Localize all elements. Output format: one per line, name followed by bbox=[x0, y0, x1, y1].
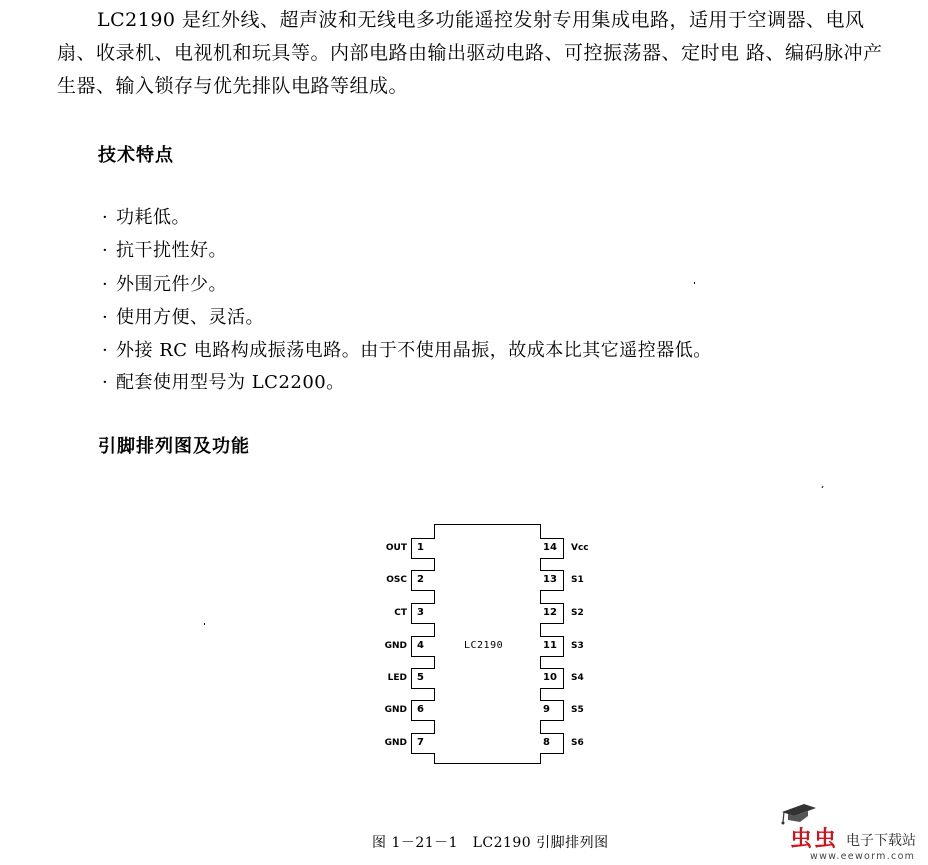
feature-text: 功耗低。 bbox=[116, 207, 190, 228]
ic-chip-name: LC2190 bbox=[464, 640, 504, 651]
bullet-icon: · bbox=[102, 340, 109, 361]
bullet-icon: · bbox=[102, 307, 109, 328]
intro-line-3: 生器、输入锁存与优先排队电路等组成。 bbox=[57, 75, 409, 97]
feature-text: 抗干扰性好。 bbox=[116, 240, 227, 261]
pin-number: 5 bbox=[411, 668, 435, 689]
feature-text: 使用方便、灵活。 bbox=[116, 307, 264, 328]
pin-label: CT bbox=[394, 608, 407, 618]
pin-number: 11 bbox=[540, 636, 564, 657]
feature-text: 外接 RC 电路构成振荡电路。由于不使用晶振，故成本比其它遥控器低。 bbox=[116, 340, 712, 361]
pin-number: 13 bbox=[540, 570, 564, 591]
figure-caption: 图 1－21－1 LC2190 引脚排列图 bbox=[372, 835, 609, 851]
pin-number: 6 bbox=[411, 700, 435, 721]
feature-text: 配套使用型号为 LC2200。 bbox=[116, 372, 345, 393]
watermark-logo bbox=[770, 800, 928, 865]
pin-number: 2 bbox=[411, 570, 435, 591]
pin-label: LED bbox=[387, 673, 407, 683]
bullet-icon: · bbox=[102, 240, 109, 261]
pin-number: 1 bbox=[411, 538, 435, 559]
pin-label: GND bbox=[384, 641, 407, 651]
pin-label: OUT bbox=[385, 543, 407, 553]
pin-label: GND bbox=[384, 705, 407, 715]
pin-label: OSC bbox=[386, 575, 407, 585]
bullet-icon: · bbox=[102, 372, 109, 393]
pin-number: 12 bbox=[540, 603, 564, 624]
watermark-url: www.eeworm.com bbox=[810, 851, 916, 862]
pin-label: Vcc bbox=[571, 543, 589, 553]
bullet-icon: · bbox=[102, 207, 109, 228]
feature-text: 外围元件少。 bbox=[116, 274, 227, 295]
bullet-icon: · bbox=[102, 274, 109, 295]
intro-line-1: LC2190 是红外线、超声波和无线电多功能遥控发射专用集成电路，适用于空调器、电风 bbox=[97, 9, 865, 31]
watermark-brand: 虫虫 bbox=[790, 827, 839, 852]
pin-number: 14 bbox=[540, 538, 564, 559]
pin-label: S1 bbox=[571, 575, 584, 585]
graduation-cap-icon bbox=[778, 802, 818, 826]
scan-speck bbox=[204, 623, 205, 625]
pin-number: 7 bbox=[411, 733, 435, 754]
pin-number: 4 bbox=[411, 636, 435, 657]
pin-label: S6 bbox=[571, 738, 584, 748]
pin-number: 3 bbox=[411, 603, 435, 624]
pin-label: S4 bbox=[571, 673, 584, 683]
pin-label: S3 bbox=[571, 641, 584, 651]
pin-number: 8 bbox=[540, 733, 564, 754]
pin-number: 10 bbox=[540, 668, 564, 689]
pin-label: S2 bbox=[571, 608, 584, 618]
scan-speck bbox=[694, 282, 695, 284]
features-heading: 技术特点 bbox=[98, 145, 174, 166]
intro-line-2: 扇、收录机、电视机和玩具等。内部电路由输出驱动电路、可控振荡器、定时电 路、编码脉冲产 bbox=[57, 42, 883, 64]
pin-label: GND bbox=[384, 738, 407, 748]
watermark-title: 电子下载站 bbox=[846, 833, 916, 849]
pin-number: 9 bbox=[540, 700, 564, 721]
pin-label: S5 bbox=[571, 705, 584, 715]
pinout-heading: 引脚排列图及功能 bbox=[98, 436, 250, 457]
